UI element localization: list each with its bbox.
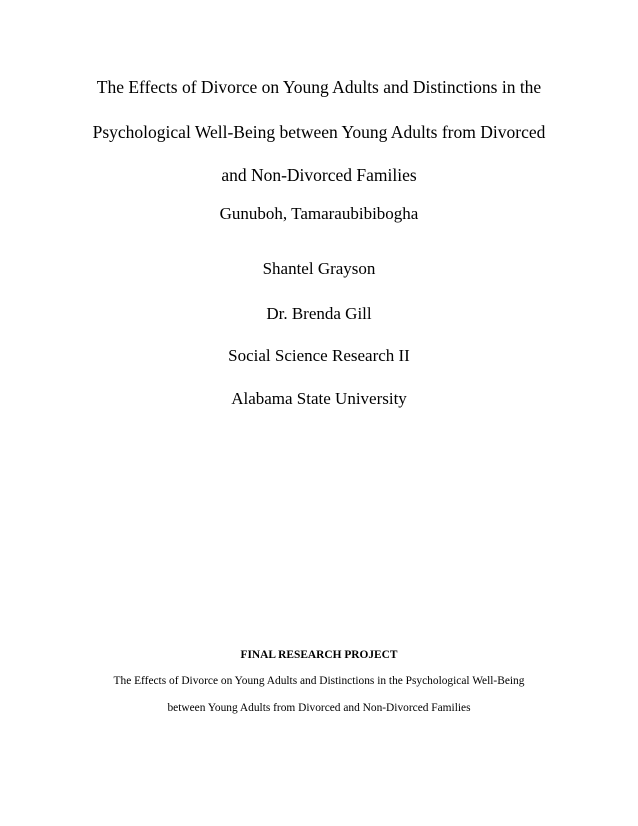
course-name: Social Science Research II [228, 346, 410, 365]
title-line-3: and Non-Divorced Families [221, 165, 417, 185]
footer-subtitle-line-1: The Effects of Divorce on Young Adults and Distinctions in the Psychological Well-Being [113, 675, 525, 687]
author-1: Gunuboh, Tamaraubibibogha [219, 204, 419, 223]
footer-subtitle-line-2: between Young Adults from Divorced and Non-Divorced Families [167, 702, 471, 714]
title-line-2: Psychological Well-Being between Young Adults from Divorced [92, 122, 546, 142]
instructor: Dr. Brenda Gill [266, 304, 372, 323]
title-line-1: The Effects of Divorce on Young Adults and Distinctions in the [96, 77, 542, 97]
footer-heading: FINAL RESEARCH PROJECT [240, 649, 398, 661]
author-2: Shantel Grayson [262, 259, 376, 278]
institution-name: Alabama State University [231, 389, 407, 408]
